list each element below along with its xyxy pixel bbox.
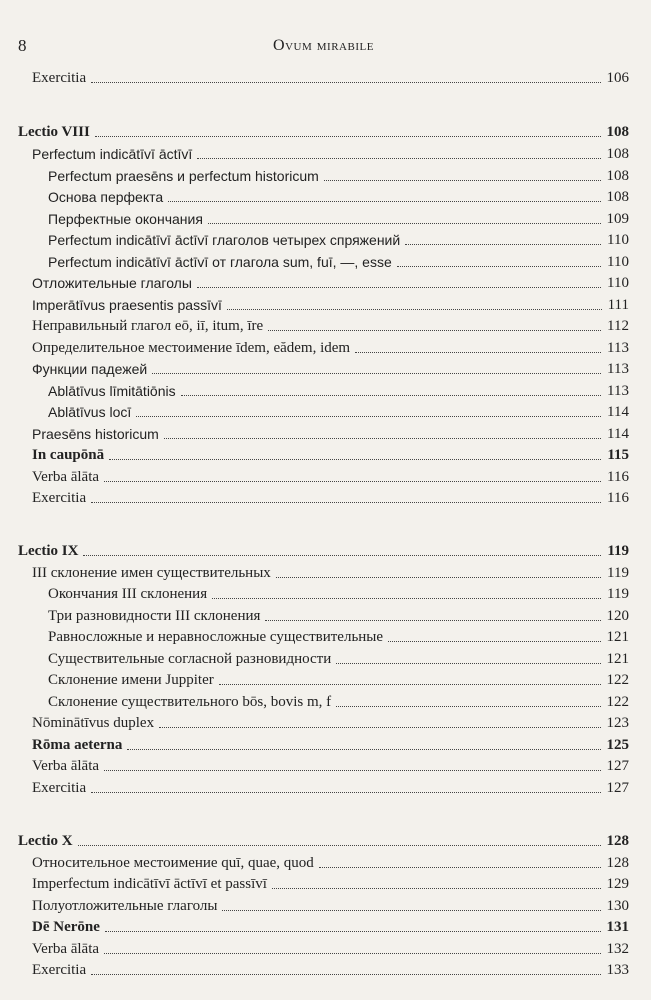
dot-leader bbox=[181, 395, 601, 396]
dot-leader bbox=[336, 706, 600, 707]
toc-entry-page: 123 bbox=[606, 715, 629, 731]
toc-entry bbox=[32, 938, 629, 959]
toc-entry bbox=[48, 626, 629, 647]
toc-entry bbox=[48, 648, 629, 669]
toc-entry-title: Exercitia bbox=[32, 780, 87, 796]
running-head bbox=[18, 36, 629, 58]
toc-entry-title: Perfectum indicātīvī āctīvī bbox=[32, 146, 193, 162]
toc-entry-page: 114 bbox=[607, 426, 629, 442]
toc-entry bbox=[32, 315, 629, 336]
toc-entry-page: 110 bbox=[607, 254, 629, 270]
toc-entry bbox=[32, 895, 629, 916]
dot-leader bbox=[212, 598, 601, 599]
toc-entry-page: 116 bbox=[607, 469, 629, 485]
toc-entry-title: Perfectum indicātīvī āctīvī глаголов четырех спряжений bbox=[48, 232, 401, 248]
toc-entry bbox=[32, 143, 629, 164]
toc-entry-title: Exercitia bbox=[32, 70, 87, 86]
toc-entry-page: 132 bbox=[606, 941, 629, 957]
toc-entry bbox=[32, 466, 629, 487]
dot-leader bbox=[159, 727, 600, 728]
toc-entry-page: 113 bbox=[607, 383, 629, 399]
toc-entry bbox=[48, 229, 629, 250]
dot-leader bbox=[197, 158, 600, 159]
toc-entry-title: Определительное местоимение īdem, eădem, idem bbox=[32, 340, 351, 356]
dot-leader bbox=[268, 330, 601, 331]
toc-entry bbox=[48, 605, 629, 626]
toc-entry bbox=[32, 852, 629, 873]
toc-entry-page: 114 bbox=[607, 404, 629, 420]
toc-entry-page: 112 bbox=[607, 318, 629, 334]
toc-entry-page: 119 bbox=[607, 586, 629, 602]
dot-leader bbox=[78, 845, 601, 846]
toc-entry-title: Lectio IX bbox=[18, 543, 79, 559]
dot-leader bbox=[336, 663, 600, 664]
toc-entry bbox=[32, 755, 629, 776]
toc-entry-title: Склонение имени Juppiter bbox=[48, 672, 214, 688]
dot-leader bbox=[197, 287, 601, 288]
toc-entry bbox=[48, 186, 629, 207]
toc-entry-title: Существительные согласной разновидности bbox=[48, 651, 332, 667]
dot-leader bbox=[83, 555, 601, 556]
toc-entry bbox=[48, 669, 629, 690]
toc-entry-title: Отложительные глаголы bbox=[32, 275, 192, 291]
dot-leader bbox=[104, 481, 601, 482]
dot-leader bbox=[319, 867, 601, 868]
dot-leader bbox=[91, 792, 600, 793]
toc-entry-title: Относительное местоимение quī, quae, quod bbox=[32, 855, 314, 871]
toc-entry-reading bbox=[32, 734, 629, 755]
toc-entry-title: Lectio X bbox=[18, 833, 73, 849]
toc-entry bbox=[48, 401, 629, 422]
toc-entry bbox=[48, 380, 629, 401]
toc-entry bbox=[32, 272, 629, 293]
toc-entry-title: Perfectum indicātīvī āctīvī от глагола sum, fuī, —, esse bbox=[48, 254, 392, 270]
toc-entry-page: 115 bbox=[607, 447, 629, 463]
toc-entry-lectio-ix bbox=[18, 540, 629, 561]
toc-entry-title: Окончания III склонения bbox=[48, 586, 208, 602]
toc-entry-title: III склонение имен существительных bbox=[32, 565, 271, 581]
toc-entry-page: 109 bbox=[606, 211, 629, 227]
dot-leader bbox=[222, 910, 600, 911]
toc-entry-page: 121 bbox=[606, 629, 629, 645]
toc-entry-title: Равносложные и неравносложные существительные bbox=[48, 629, 384, 645]
toc-entry-title: Неправильный глагол eō, iī, itum, īre bbox=[32, 318, 264, 334]
toc-entry-page: 125 bbox=[606, 737, 629, 753]
toc-entry bbox=[32, 358, 629, 379]
toc-entry bbox=[48, 165, 629, 186]
book-title: Ovum mirabile bbox=[273, 37, 374, 54]
dot-leader bbox=[272, 888, 601, 889]
toc-entry-lectio-viii bbox=[18, 121, 629, 142]
toc-entry-page: 111 bbox=[607, 297, 629, 313]
toc-entry-title: Склонение существительного bōs, bovis m, f bbox=[48, 694, 332, 710]
toc-entry-page: 113 bbox=[607, 361, 629, 377]
toc-entry-page: 121 bbox=[606, 651, 629, 667]
toc-entry bbox=[32, 712, 629, 733]
dot-leader bbox=[164, 438, 601, 439]
toc-entry-page: 133 bbox=[606, 962, 629, 978]
dot-leader bbox=[276, 577, 601, 578]
dot-leader bbox=[91, 502, 601, 503]
toc-entry-page: 122 bbox=[606, 672, 629, 688]
toc-entry-page: 108 bbox=[606, 146, 629, 162]
dot-leader bbox=[95, 136, 601, 137]
dot-leader bbox=[388, 641, 600, 642]
toc-entry-page: 108 bbox=[606, 189, 629, 205]
toc-entry-title: Verba ālāta bbox=[32, 758, 100, 774]
toc-entry-exercitia bbox=[32, 487, 629, 508]
toc-entry-title: Перфектные окончания bbox=[48, 211, 203, 227]
toc-entry-page: 131 bbox=[606, 919, 629, 935]
toc-entry-page: 110 bbox=[607, 275, 629, 291]
toc-entry-page: 122 bbox=[606, 694, 629, 710]
toc-entry-page: 108 bbox=[606, 124, 629, 140]
toc-entry-exercitia bbox=[32, 959, 629, 980]
toc-entry-page: 110 bbox=[607, 232, 629, 248]
dot-leader bbox=[105, 931, 601, 932]
toc-entry bbox=[48, 691, 629, 712]
toc-entry-page: 116 bbox=[607, 490, 629, 506]
toc-entry bbox=[48, 251, 629, 272]
toc-entry bbox=[32, 423, 629, 444]
toc-entry-title: Perfectum praesēns и perfectum historicum bbox=[48, 168, 319, 184]
dot-leader bbox=[324, 180, 601, 181]
dot-leader bbox=[136, 416, 601, 417]
dot-leader bbox=[208, 223, 601, 224]
toc-entry bbox=[32, 337, 629, 358]
toc-entry-page: 106 bbox=[606, 70, 629, 86]
toc-entry-page: 119 bbox=[607, 543, 629, 559]
toc-entry-title: In caupōnā bbox=[32, 447, 105, 463]
toc-entry-page: 128 bbox=[606, 833, 629, 849]
dot-leader bbox=[219, 684, 601, 685]
toc-entry-title: Exercitia bbox=[32, 962, 87, 978]
toc-entry-page: 127 bbox=[606, 758, 629, 774]
dot-leader bbox=[104, 953, 600, 954]
toc-entry bbox=[48, 583, 629, 604]
toc-entry-title: Verba ālāta bbox=[32, 941, 100, 957]
toc-entry-title: Nōminātīvus duplex bbox=[32, 715, 155, 731]
toc-entry bbox=[32, 294, 629, 315]
toc-entry bbox=[32, 562, 629, 583]
toc-entry-page: 113 bbox=[607, 340, 629, 356]
toc-entry-exercitia bbox=[32, 777, 629, 798]
dot-leader bbox=[109, 459, 601, 460]
toc-entry-title: Ablātīvus līmitātiōnis bbox=[48, 383, 176, 399]
dot-leader bbox=[104, 770, 600, 771]
dot-leader bbox=[405, 244, 601, 245]
toc-entry-title: Три разновидности III склонения bbox=[48, 608, 261, 624]
toc-entry-title: Ablātīvus locī bbox=[48, 404, 132, 420]
toc-entry-page: 129 bbox=[606, 876, 629, 892]
toc-entry-title: Функции падежей bbox=[32, 361, 148, 377]
dot-leader bbox=[152, 373, 601, 374]
dot-leader bbox=[265, 620, 600, 621]
dot-leader bbox=[227, 309, 602, 310]
dot-leader bbox=[397, 266, 601, 267]
toc-entry-reading bbox=[32, 444, 629, 465]
dot-leader bbox=[91, 82, 600, 83]
dot-leader bbox=[91, 974, 600, 975]
toc-entry-title: Основа перфекта bbox=[48, 189, 164, 205]
toc-entry-title: Полуотложительные глаголы bbox=[32, 898, 218, 914]
toc-entry-title: Dē Nerōne bbox=[32, 919, 100, 935]
toc-entry-page: 108 bbox=[606, 168, 629, 184]
toc-entry-page: 128 bbox=[606, 855, 629, 871]
toc-entry-title: Praesēns historicum bbox=[32, 426, 159, 442]
toc-entry-page: 127 bbox=[606, 780, 629, 796]
toc-entry-page: 119 bbox=[607, 565, 629, 581]
toc-entry-page: 120 bbox=[606, 608, 629, 624]
toc-entry-title: Exercitia bbox=[32, 490, 87, 506]
toc-entry bbox=[32, 873, 629, 894]
dot-leader bbox=[355, 352, 601, 353]
toc-entry-reading bbox=[32, 916, 629, 937]
toc-entry-title: Lectio VIII bbox=[18, 124, 90, 140]
toc-entry-lectio-x bbox=[18, 830, 629, 851]
dot-leader bbox=[168, 201, 600, 202]
page-number: 8 bbox=[18, 36, 27, 55]
toc-entry-title: Verba ālāta bbox=[32, 469, 100, 485]
toc-entry bbox=[48, 208, 629, 229]
toc-entry-exercitia bbox=[32, 67, 629, 88]
toc-entry-title: Rōma aeterna bbox=[32, 737, 123, 753]
toc-entry-title: Imperātīvus praesentis passīvī bbox=[32, 297, 222, 313]
toc-entry-page: 130 bbox=[606, 898, 629, 914]
dot-leader bbox=[127, 749, 600, 750]
toc-entry-title: Imperfectum indicātīvī āctīvī et passīvī bbox=[32, 876, 267, 892]
